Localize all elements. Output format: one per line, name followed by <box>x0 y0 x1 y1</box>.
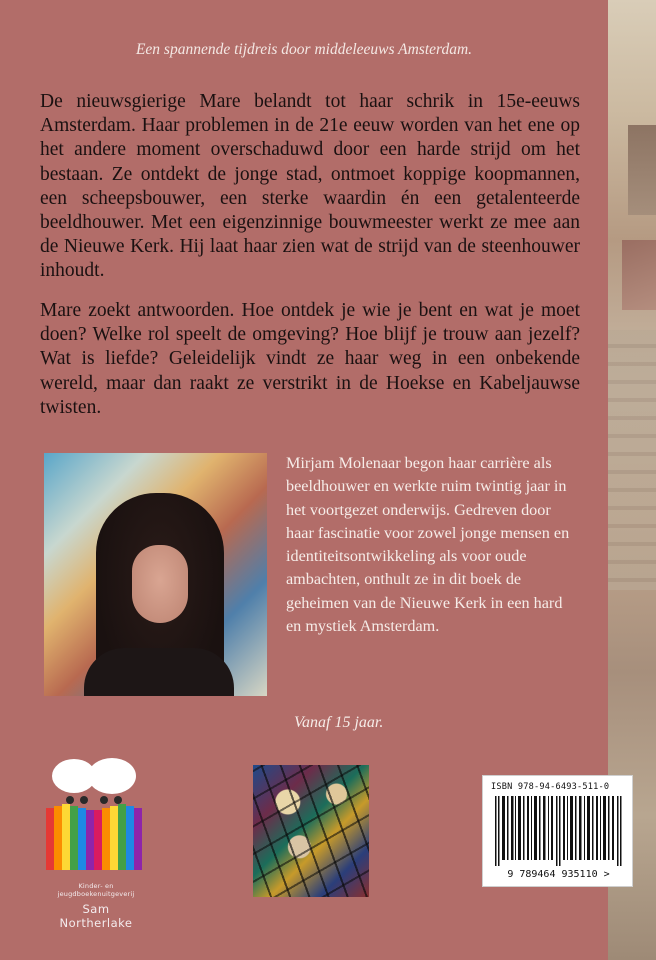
blurb-paragraph-1: De nieuwsgierige Mare belandt tot haar schrik in 15e-eeuws Amsterdam. Haar problemen in de 21e eeuw worden van het ene op het andere moment overschaduwd door een harde strijd om het bestaan. Ze ontdekt de jonge stad, ontmoet koppige koopmannen, een scheepsbouwer, een sterke waardin én een getalenteerde beeldhouwer. Met een eigenzinnige bouwmeester werkt ze mee aan de Nieuwe Kerk. Hij laat haar zien wat de strijd van de steenhouwer inhoudt. <box>40 91 580 282</box>
age-recommendation: Vanaf 15 jaar. <box>294 714 384 731</box>
barcode-bars <box>493 796 625 866</box>
blurb-paragraph-2: Mare zoekt antwoorden. Hoe ontdek je wie je bent en wat je moet doen? Welke rol speelt de omgeving? Hoe blijf je trouw aan jezelf? Wat is liefde? Geleidelijk vindt ze haar weg in een onbekende wereld, maar dan raakt ze verstrikt in de Hoekse en Kabeljauwse twisten. <box>40 300 580 418</box>
author-bio: Mirjam Molenaar begon haar carrière als beeldhouwer en werkte ruim twintig jaar in het voortgezet onderwijs. Gedreven door haar fascinatie voor zowel jonge mensen en identiteitsontwikkeling als voor oude ambachten, onthult ze in dit boek de geheimen van de Nieuwe Kerk in een hard en mystiek Amsterdam. <box>286 454 570 636</box>
author-photo <box>44 453 267 696</box>
roof-shape <box>622 240 656 310</box>
isbn-text: ISBN 978-94-6493-511-0 <box>491 782 610 792</box>
publisher-line-1: Kinder- en jeugdboekenuitgeverij <box>57 882 135 898</box>
stained-glass-leading <box>253 765 369 897</box>
publisher-name <box>44 882 148 930</box>
tagline: Een spannende tijdreis door middeleeuws Amsterdam. <box>135 41 473 58</box>
barcode-box <box>482 775 633 887</box>
wall-shape <box>608 330 656 590</box>
author-shirt <box>84 648 234 696</box>
author-face <box>132 545 188 623</box>
barcode-number: 9 789464 935110 > <box>507 869 610 880</box>
tower-shape <box>628 125 656 215</box>
publisher-line-2: Sam Northerlake <box>59 902 133 930</box>
stained-glass-image <box>253 765 369 897</box>
